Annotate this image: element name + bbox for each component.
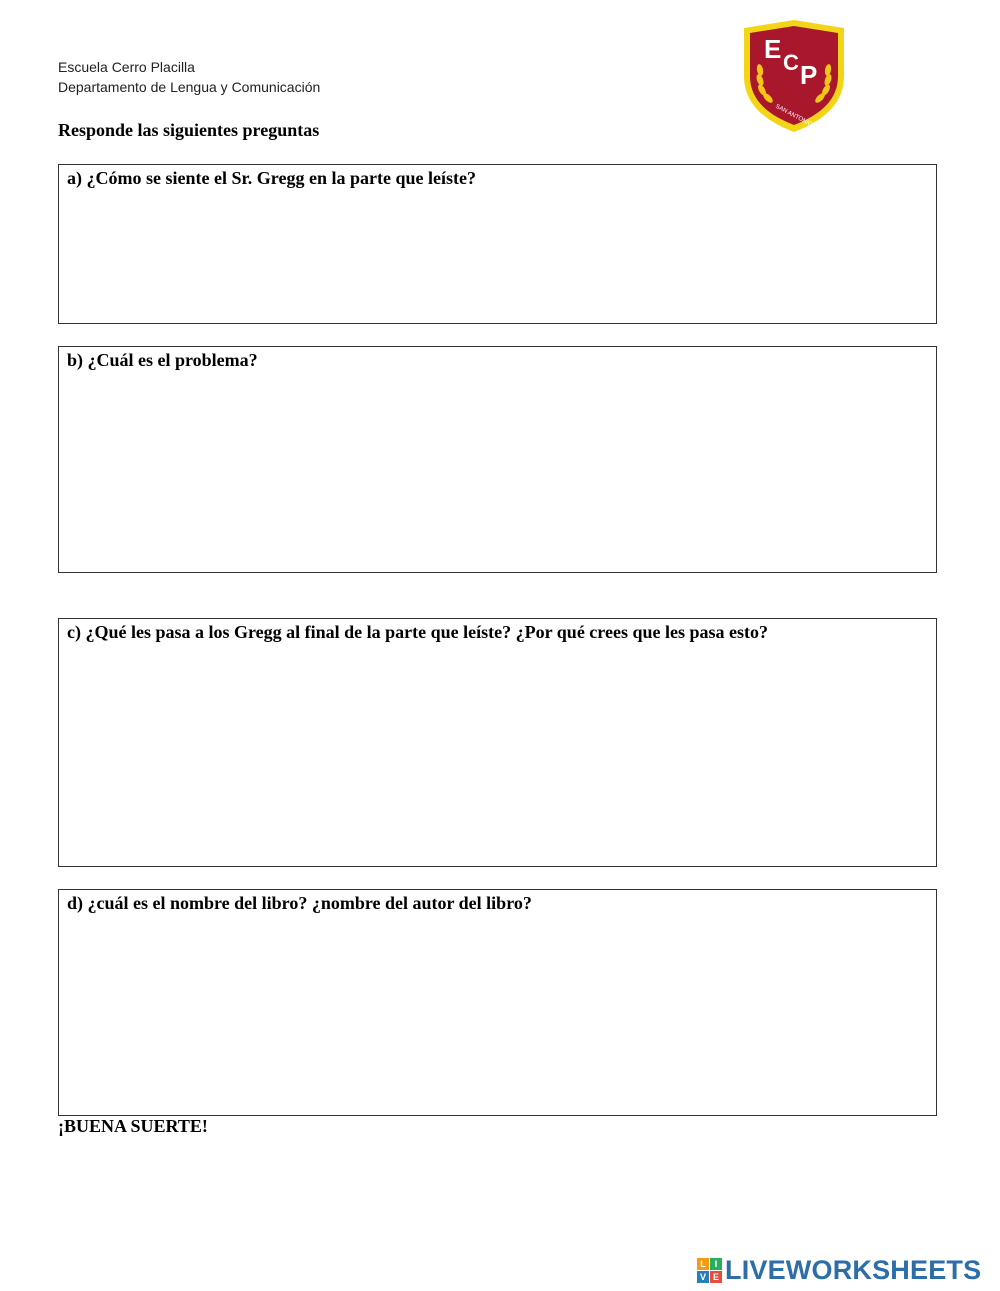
- crest-letter-p: P: [800, 60, 818, 90]
- liveworksheets-tiles-icon: [697, 1258, 722, 1283]
- question-box-a: [58, 164, 937, 324]
- question-box-c: [58, 618, 937, 867]
- crest-letter-c: C: [783, 50, 799, 75]
- crest-motto: SAN ANTONIO: [774, 103, 814, 129]
- liveworksheets-wordmark: LIVEWORKSHEETS: [725, 1255, 982, 1285]
- question-box-d: [58, 889, 937, 1116]
- answer-area-c[interactable]: [59, 649, 936, 866]
- logo-tile-e: E: [710, 1271, 722, 1283]
- department-name: Departamento de Lengua y Comunicación: [58, 79, 321, 95]
- question-b-label: b) ¿Cuál es el problema?: [67, 350, 258, 370]
- question-box-b: [58, 346, 937, 573]
- question-d-label: d) ¿cuál es el nombre del libro? ¿nombre del autor del libro?: [67, 893, 532, 913]
- answer-area-b[interactable]: [59, 377, 936, 572]
- answer-area-a[interactable]: [59, 195, 936, 323]
- liveworksheets-logo[interactable]: [697, 1255, 981, 1285]
- logo-tile-l: L: [697, 1258, 709, 1270]
- closing-message: ¡BUENA SUERTE!: [58, 1116, 208, 1136]
- question-a-label: a) ¿Cómo se siente el Sr. Gregg en la parte que leíste?: [67, 168, 476, 188]
- answer-area-d[interactable]: [59, 920, 936, 1115]
- question-c-label: c) ¿Qué les pasa a los Gregg al final de la parte que leíste? ¿Por qué crees que les pasa esto?: [67, 622, 768, 642]
- logo-tile-i: I: [710, 1258, 722, 1270]
- school-name: Escuela Cerro Placilla: [58, 59, 195, 75]
- instructions-heading: Responde las siguientes preguntas: [58, 120, 320, 140]
- school-crest-logo: [740, 18, 848, 134]
- logo-tile-v: V: [697, 1271, 709, 1283]
- crest-letter-e: E: [764, 34, 782, 64]
